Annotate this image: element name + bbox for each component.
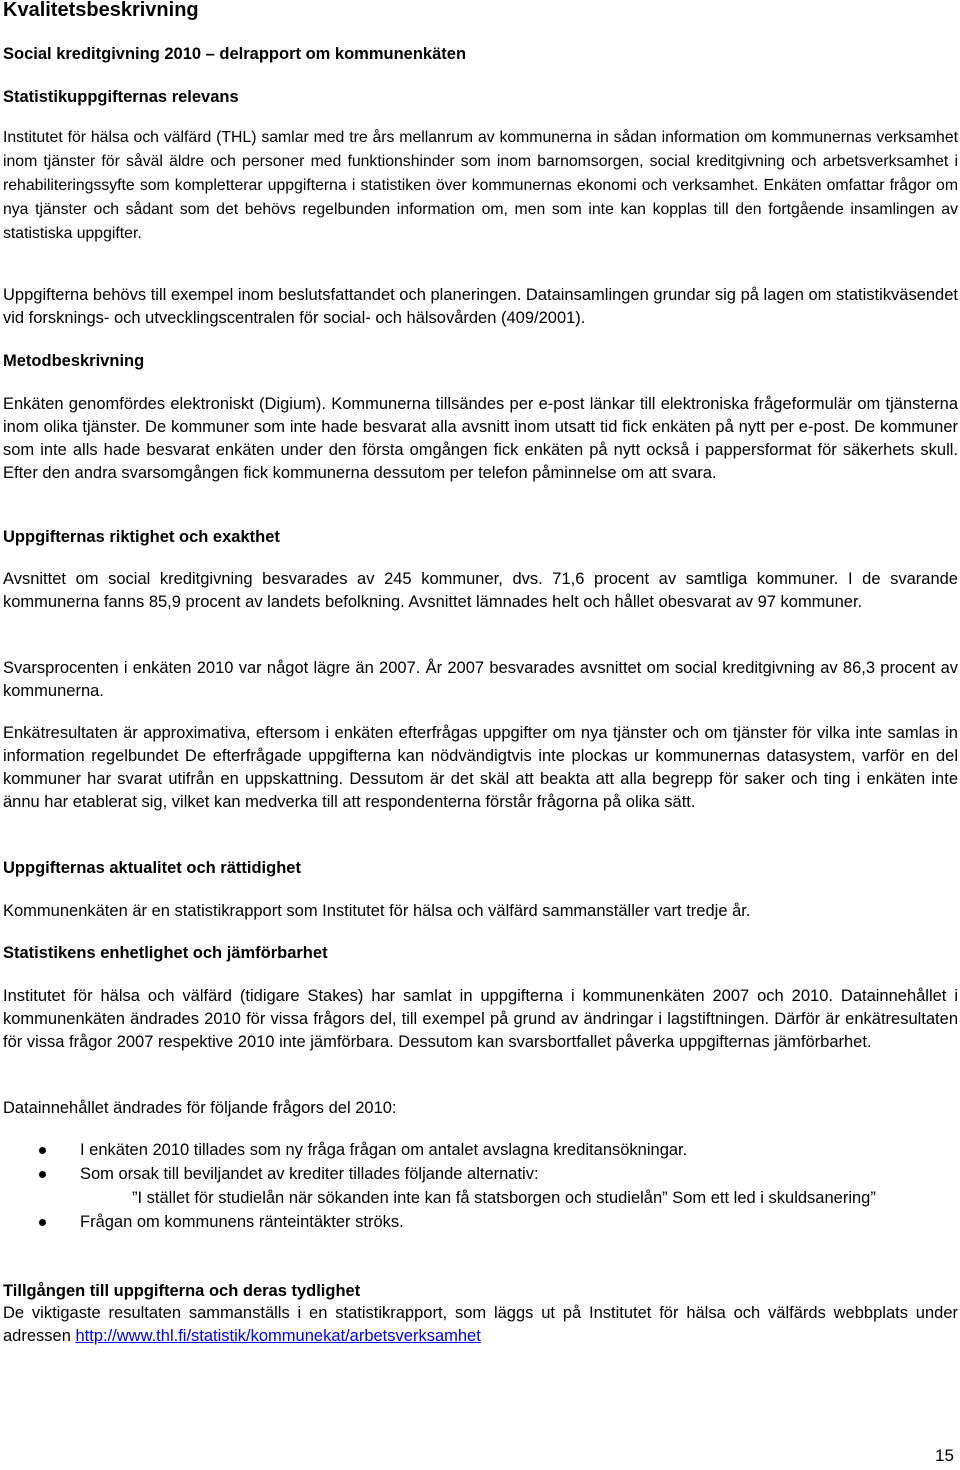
bullet-icon xyxy=(39,1147,46,1154)
paragraph-tillgang-1 xyxy=(3,1302,958,1348)
thl-statistics-link[interactable]: http://www.thl.fi/statistik/kommunekat/arbetsverksamhet xyxy=(75,1327,481,1345)
list-item xyxy=(3,1162,958,1186)
paragraph-enhetlighet-1: Institutet för hälsa och välfärd (tidigare Stakes) har samlat in uppgifterna i kommunenkäten 2007 och 2010. Datainnehållet i kommunenkäten ändrades 2010 för vissa frågors del, till exempel på grund av ändringar i lagstiftningen. Därför är enkätresultaten för vissa frågor 2007 respektive 2010 inte jämförbara. Dessutom kan svarsbortfallet påverka uppgifternas jämförbarhet. xyxy=(3,987,958,1051)
change-list xyxy=(3,1138,958,1234)
paragraph-metod-1: Enkäten genomfördes elektroniskt (Digium). Kommunerna tillsändes per e-post länkar till elektroniska frågeformulär om tjänsterna inom olika tjänster. De kommuner som inte hade besvarat alla avsnitt inom utsatt tid fick enkäten på nytt per e-post. De kommuner som inte alls hade besvarat enkäten under den första omgången fick enkäten på nytt också i pappersformat för säkerhets skull. Efter den andra svarsomgången fick kommunerna dessutom per telefon påminnelse om att svara. xyxy=(3,395,958,482)
paragraph-aktualitet-1: Kommunenkäten är en statistikrapport som Institutet för hälsa och välfärd sammanställer vart tredje år. xyxy=(3,902,751,920)
list-item-subtext: ”I stället för studielån när sökanden inte kan få statsborgen och studielån” Som ett led i skuldsanering” xyxy=(132,1189,876,1207)
list-item-text: Som orsak till beviljandet av krediter tillades följande alternativ: xyxy=(80,1165,539,1183)
paragraph-riktighet-3: Enkätresultaten är approximativa, eftersom i enkäten efterfrågas uppgifter om nya tjänster och om tjänster för vilka inte samlas in information regelbundet De efterfrågade uppgifterna kan nödvändigtvis inte plockas ur kommunernas datasystem, varför en del kommuner har svarat utifrån en uppskattning. Dessutom är det skäl att beakta att alla begrepp för saker och ting i enkäten inte ännu har etablerat sig, vilket kan medverka till att respondenterna förstår frågorna på olika sätt. xyxy=(3,724,958,811)
paragraph-relevans-2: Uppgifterna behövs till exempel inom beslutsfattandet och planeringen. Datainsamlingen grundar sig på lagen om statistikväsendet vid forsknings- och utvecklingscentralen för social- och hälsovården (409/2001). xyxy=(3,286,958,327)
bullet-icon xyxy=(39,1171,46,1178)
document-subtitle: Social kreditgivning 2010 – delrapport om kommunenkäten xyxy=(3,45,467,63)
heading-metod: Metodbeskrivning xyxy=(3,352,145,370)
paragraph-enhetlighet-2: Datainnehållet ändrades för följande frågors del 2010: xyxy=(3,1099,397,1117)
list-item xyxy=(3,1210,958,1234)
list-item-text: Frågan om kommunens ränteintäkter ströks. xyxy=(80,1213,404,1231)
heading-tillgang: Tillgången till uppgifterna och deras tydlighet xyxy=(3,1282,361,1300)
bullet-icon xyxy=(39,1219,46,1226)
paragraph-riktighet-1: Avsnittet om social kreditgivning besvarades av 245 kommuner, dvs. 71,6 procent av samtliga kommuner. I de svarande kommunerna fanns 85,9 procent av landets befolkning. Avsnittet lämnades helt och hållet obesvarat av 97 kommuner. xyxy=(3,570,958,611)
paragraph-riktighet-2: Svarsprocenten i enkäten 2010 var något lägre än 2007. År 2007 besvarades avsnittet om social kreditgivning av 86,3 procent av kommunerna. xyxy=(3,659,958,700)
document-title: Kvalitetsbeskrivning xyxy=(3,0,199,21)
heading-riktighet: Uppgifternas riktighet och exakthet xyxy=(3,528,280,546)
list-item xyxy=(3,1138,958,1162)
paragraph-tillgang-text: De viktigaste resultaten sammanställs i en statistikrapport, som läggs ut på Institutet för hälsa och välfärds webbplats under adressen xyxy=(3,1304,958,1345)
paragraph-relevans-1: Institutet för hälsa och välfärd (THL) samlar med tre års mellanrum av kommunerna in sådan information om kommunernas verksamhet inom tjänster för såväl äldre och personer med funktionshinder som inom barnomsorgen, social kreditgivning och arbetsverksamhet i rehabiliteringssyfte som kompletterar uppgifterna i statistiken över kommunernas ekonomi och verksamhet. Enkäten omfattar frågor om nya tjänster och sådant som det behövs regelbunden information om, men som inte kan kopplas till den fortgående insamlingen av statistiska uppgifter. xyxy=(3,129,958,242)
list-item-text: I enkäten 2010 tillades som ny fråga frågan om antalet avslagna kreditansökningar. xyxy=(80,1141,688,1159)
page-number: 15 xyxy=(935,1446,954,1465)
heading-relevans: Statistikuppgifternas relevans xyxy=(3,88,239,106)
heading-enhetlighet: Statistikens enhetlighet och jämförbarhet xyxy=(3,944,328,962)
heading-aktualitet: Uppgifternas aktualitet och rättidighet xyxy=(3,859,301,877)
